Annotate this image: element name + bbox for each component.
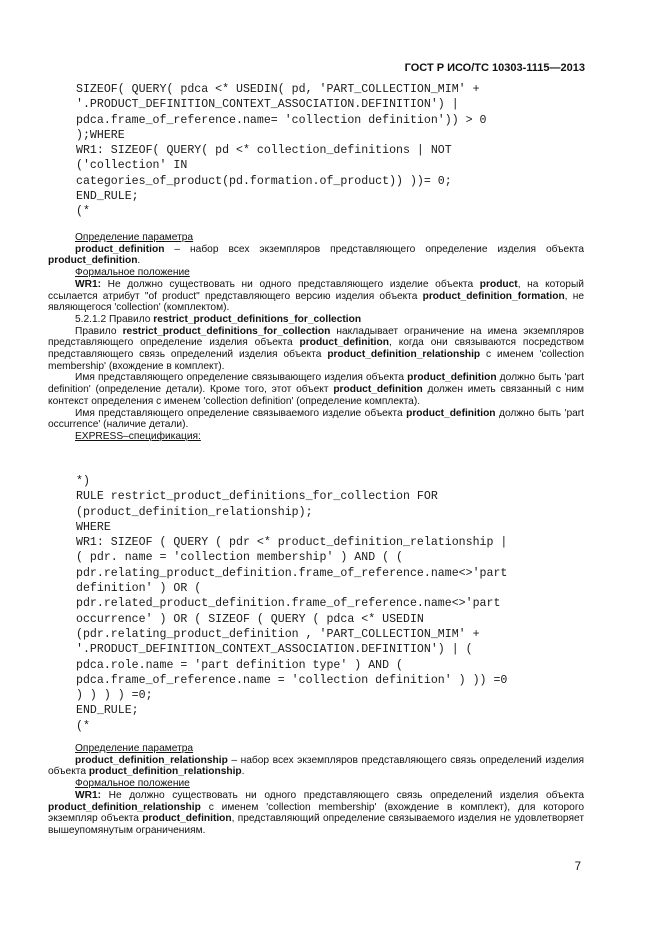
wr1-text-3: , не являющегося 'collection' (комплектом). — [48, 290, 584, 314]
wr1-term-2: product_definition_formation — [422, 290, 565, 302]
related-text-2: должно быть 'part occurrence' (наличие детали). — [48, 407, 585, 431]
express-code-block-2: *) RULE restrict_product_definitions_for_collection FOR (product_definition_relationship); WHERE WR1: SIZEOF ( QUERY ( pdr <* product_definition_relationship | ( pdr. name = 'collection membership' ) AND ( ( pdr.relating_product_definition.frame_of_reference.name<>'part definition' ) OR ( pdr.related_product_definition.frame_of_reference.name<>'part occurrence' ) OR ( SIZEOF ( QUERY ( pdca <* USEDIN (pdr.relating_product_definition , 'PART_COLLECTION_MIM' + '.PRODUCT_DEFINITION_CONTEXT_ASSOCIATION.DEFINITION') | ( pdca.role.name = 'part definition type' ) AND ( pdca.frame_of_reference.name = 'collection definition' ) )) =0 ) ) ) ) =0; END_RULE; (* — [76, 475, 508, 733]
relating-text-3: должен иметь связанный с ним контекст определения с именем 'collection definition' (определение комплекта). — [48, 384, 585, 407]
param-text-end-2: . — [241, 766, 245, 778]
relating-text: Имя представляющего определение связывающего изделия объекта — [75, 372, 408, 384]
rule-desc-term-3: product_definition_relationship — [327, 349, 481, 361]
wr1-term: product — [479, 278, 518, 290]
wr1-text-2: , на который ссылается атрибут "of product" представляющего версию изделия объекта — [48, 278, 584, 302]
wr1-term-4: product_definition — [142, 813, 232, 825]
page-number: 7 — [574, 861, 581, 873]
rule-heading-number: 5.2.1.2 Правило — [75, 313, 154, 325]
wr1-text: Не должно существовать ни одного представляющего изделие объекта — [101, 278, 480, 290]
wr1-text-6: , представляющий определение связываемого изделия не удовлетворяет вышеупомянутым ограничениям. — [48, 813, 584, 836]
param-term: product_definition — [75, 243, 165, 255]
wr1-text-4: Не должно существовать ни одного представляющего связь определений изделия объекта — [101, 789, 584, 801]
express-heading: EXPRESS–спецификация: — [75, 430, 201, 442]
wr1-label: WR1: — [75, 278, 102, 290]
rule-desc-term-2: product_definition — [299, 337, 389, 349]
relating-text-2: должно быть 'part definition' (определение детали). Кроме того, этот объект — [48, 372, 585, 396]
param-text: – набор всех экземпляров представляющего определение изделия объекта — [164, 243, 584, 255]
param-text-end: . — [137, 255, 141, 267]
related-text: Имя представляющего определение связываемого изделие объекта — [75, 407, 407, 419]
rule-desc-text-4: с именем 'collection membership' (вхождение в комплект). — [48, 349, 584, 372]
section-rule-definitions — [48, 232, 584, 443]
wr1-term-3: product_definition_relationship — [48, 801, 201, 813]
document-header: ГОСТ Р ИСО/ТС 10303-1115—2013 — [404, 62, 585, 74]
rule-desc-text: Правило — [75, 325, 123, 337]
wr1-text-5: с именем 'collection membership' (вхождение в комплект), для которого экземпляр объекта — [48, 801, 584, 825]
section-rule-parameters — [48, 743, 584, 837]
relating-term-2: product_definition — [333, 384, 423, 396]
param-term-4: product_definition_relationship — [88, 766, 242, 778]
param-term-2: product_definition — [48, 255, 138, 267]
rule-desc-term: restrict_product_definitions_for_collection — [122, 325, 331, 337]
param-term-3: product_definition_relationship — [75, 754, 228, 766]
formal-heading-2: Формальное положение — [75, 778, 190, 790]
rule-heading-term: restrict_product_definitions_for_collection — [153, 313, 362, 325]
rule-desc-text-2: накладывает ограничение на имена экземпляров представляющего определение изделия объекта — [48, 325, 585, 349]
wr1-label-2: WR1: — [75, 789, 102, 801]
relating-term: product_definition — [407, 372, 497, 384]
param-heading-2: Определение параметра — [75, 743, 194, 754]
param-text-3: – набор всех экземпляров представляющего связь определений изделия объекта — [48, 754, 584, 778]
rule-desc-text-3: , когда они связываются посредством представляющего связь определений изделия объекта — [48, 337, 584, 361]
express-code-block-1: SIZEOF( QUERY( pdca <* USEDIN( pd, 'PART_COLLECTION_MIM' + '.PRODUCT_DEFINITION_CONTEXT_ASSOCIATION.DEFINITION') | pdca.frame_of_reference.name= 'collection definition')) > 0 );WHERE WR1: SIZEOF( QUERY( pd <* collection_definitions | NOT ('collection' IN categories_of_product(pd.formation.of_product)) ))= 0; END_RULE; (* — [76, 83, 487, 219]
related-term: product_definition — [406, 407, 496, 419]
formal-heading: Формальное положение — [75, 267, 190, 279]
param-heading: Определение параметра — [75, 232, 194, 243]
